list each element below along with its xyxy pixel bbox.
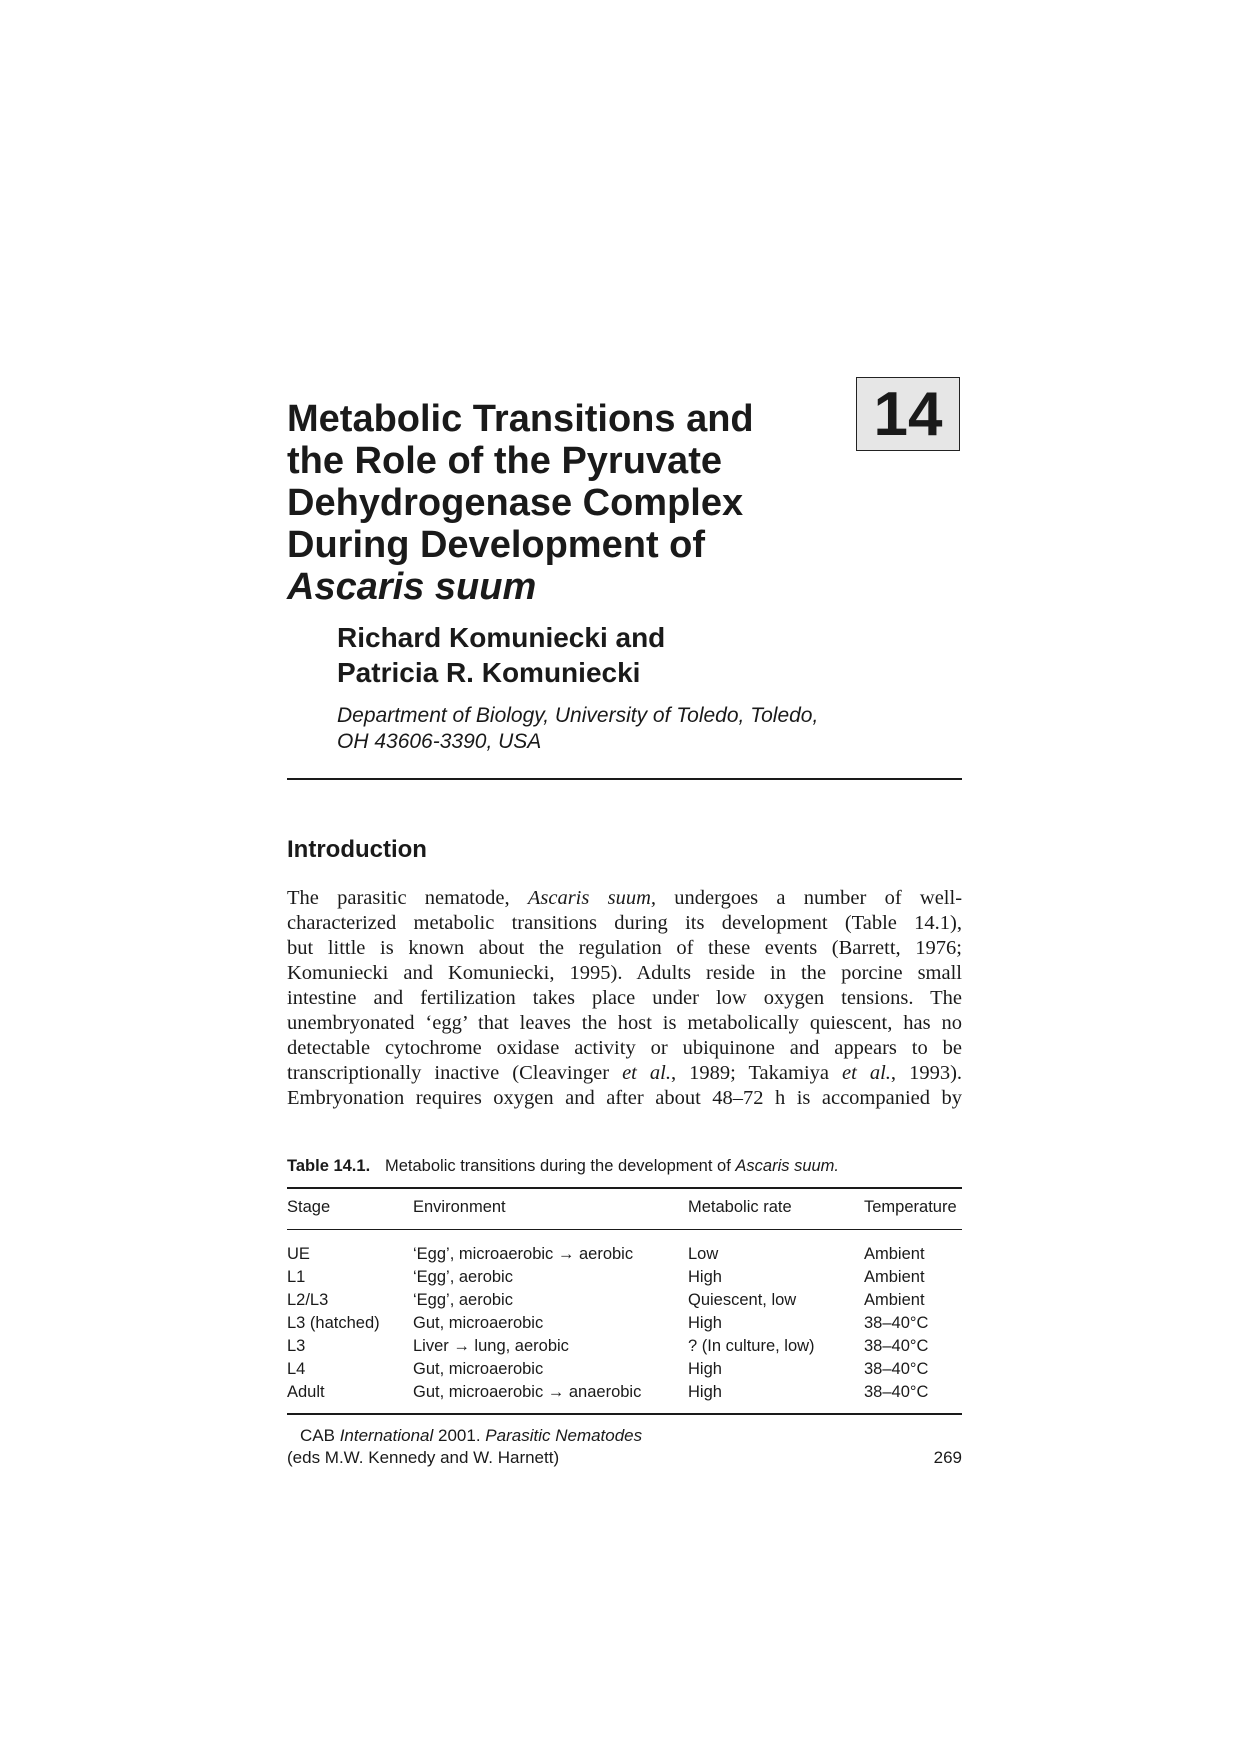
table-cell: UE — [287, 1245, 310, 1263]
table-row — [287, 1335, 962, 1358]
table-cell: Adult — [287, 1383, 325, 1401]
table-cell: Ambient — [864, 1245, 925, 1263]
table-cell: L2/L3 — [287, 1291, 329, 1309]
table-cell: High — [688, 1383, 722, 1401]
footer-book-title: Parasitic Nematodes — [485, 1426, 643, 1445]
table-row — [287, 1381, 962, 1404]
table-cell: High — [688, 1314, 722, 1332]
table-cell: Gut, microaerobic — [413, 1314, 544, 1332]
publication-footer — [287, 1425, 642, 1469]
author-line: Richard Komuniecki and — [337, 622, 666, 653]
footer-year: 2001. — [438, 1426, 481, 1445]
body-line: unembryonated ‘egg’ that leaves the host is metabolically quiescent, has no — [287, 1012, 962, 1034]
body-line: intestine and fertilization takes place under low oxygen tensions. The — [287, 987, 962, 1009]
section-heading: Introduction — [287, 836, 427, 863]
chapter-title — [287, 398, 847, 608]
table-cell: 38–40°C — [864, 1337, 929, 1355]
chapter-number-box: 14 — [856, 377, 960, 451]
table-cell: Low — [688, 1245, 719, 1263]
body-text-run: transcriptionally inactive (Cleavinger — [287, 1062, 610, 1084]
table-row — [287, 1312, 962, 1335]
footer-editors: (eds M.W. Kennedy and W. Harnett) — [287, 1448, 560, 1467]
table-row — [287, 1243, 962, 1266]
table-cell: L4 — [287, 1360, 306, 1378]
table-cell: ? (In culture, low) — [688, 1337, 815, 1355]
table-caption-species: Ascaris suum. — [735, 1157, 839, 1175]
title-line: Dehydrogenase Complex — [287, 482, 744, 524]
table-cell: L1 — [287, 1268, 306, 1286]
author-line: Patricia R. Komuniecki — [337, 657, 641, 688]
table-top-rule — [287, 1187, 962, 1189]
table-cell: ‘Egg’, microaerobic → aerobic — [413, 1245, 634, 1263]
title-line: During Development of — [287, 524, 706, 566]
table-cell: 38–40°C — [864, 1383, 929, 1401]
table-cell: Ambient — [864, 1291, 925, 1309]
body-line: but little is known about the regulation of these events (Barrett, 1976; — [287, 937, 962, 959]
table-row — [287, 1358, 962, 1381]
table-caption — [287, 1157, 839, 1176]
table-cell: ‘Egg’, aerobic — [413, 1268, 513, 1286]
body-text-run: The parasitic nematode, — [287, 887, 510, 909]
table-header-cell: Temperature — [864, 1198, 957, 1216]
table-cell: L3 — [287, 1337, 306, 1355]
table-header-cell: Metabolic rate — [688, 1198, 792, 1216]
body-paragraph — [287, 886, 962, 1111]
table-cell: High — [688, 1268, 722, 1286]
table-cell: 38–40°C — [864, 1360, 929, 1378]
table-header-row — [287, 1198, 962, 1220]
title-line: Metabolic Transitions and — [287, 398, 754, 440]
body-line: Embryonation requires oxygen and after about 48–72 h is accompanied by — [287, 1087, 962, 1109]
body-text-run: undergoes a number of well- — [674, 887, 962, 909]
table-cell: Ambient — [864, 1268, 925, 1286]
table-caption-text: Metabolic transitions during the development of — [385, 1157, 731, 1175]
title-species: Ascaris suum — [287, 566, 537, 608]
citation-etal: et al. — [622, 1062, 671, 1084]
title-line: the Role of the Pyruvate — [287, 440, 722, 482]
table-row — [287, 1289, 962, 1312]
body-line: detectable cytochrome oxidase activity or ubiquinone and appears to be — [287, 1037, 962, 1059]
table-cell: 38–40°C — [864, 1314, 929, 1332]
table-header-rule — [287, 1229, 962, 1230]
table-header-cell: Stage — [287, 1198, 331, 1216]
body-line: Komuniecki and Komuniecki, 1995). Adults reside in the porcine small — [287, 962, 962, 984]
table-cell: Gut, microaerobic — [413, 1360, 544, 1378]
body-line: characterized metabolic transitions during its development (Table 14.1), — [287, 912, 962, 934]
body-text-run: , 1993). — [890, 1062, 962, 1084]
table-body — [287, 1243, 962, 1404]
table-cell: High — [688, 1360, 722, 1378]
citation-etal: et al. — [842, 1062, 891, 1084]
affiliation-line: Department of Biology, University of Toledo, Toledo, — [337, 704, 819, 727]
footer-publisher: CAB — [300, 1426, 335, 1445]
body-line — [287, 1061, 962, 1086]
authors — [337, 620, 665, 690]
title-divider — [287, 778, 962, 780]
species-name: Ascaris suum, — [527, 887, 657, 909]
table-row — [287, 1266, 962, 1289]
table-cell: ‘Egg’, aerobic — [413, 1291, 513, 1309]
affiliation-line: OH 43606-3390, USA — [337, 730, 542, 753]
body-text-run: , 1989; Takamiya — [670, 1062, 829, 1084]
footer-citation — [287, 1425, 642, 1447]
footer-publisher-italic: International — [339, 1426, 434, 1445]
table-cell: L3 (hatched) — [287, 1314, 380, 1332]
table-header-cell: Environment — [413, 1198, 506, 1216]
table-cell: Gut, microaerobic → anaerobic — [413, 1383, 642, 1401]
body-line — [287, 886, 962, 911]
table-cell: Quiescent, low — [688, 1291, 797, 1309]
table-cell: Liver → lung, aerobic — [413, 1337, 569, 1355]
table-bottom-rule — [287, 1413, 962, 1415]
affiliation — [337, 703, 818, 755]
table-label: Table 14.1. — [287, 1157, 371, 1175]
page-number: 269 — [933, 1448, 962, 1467]
